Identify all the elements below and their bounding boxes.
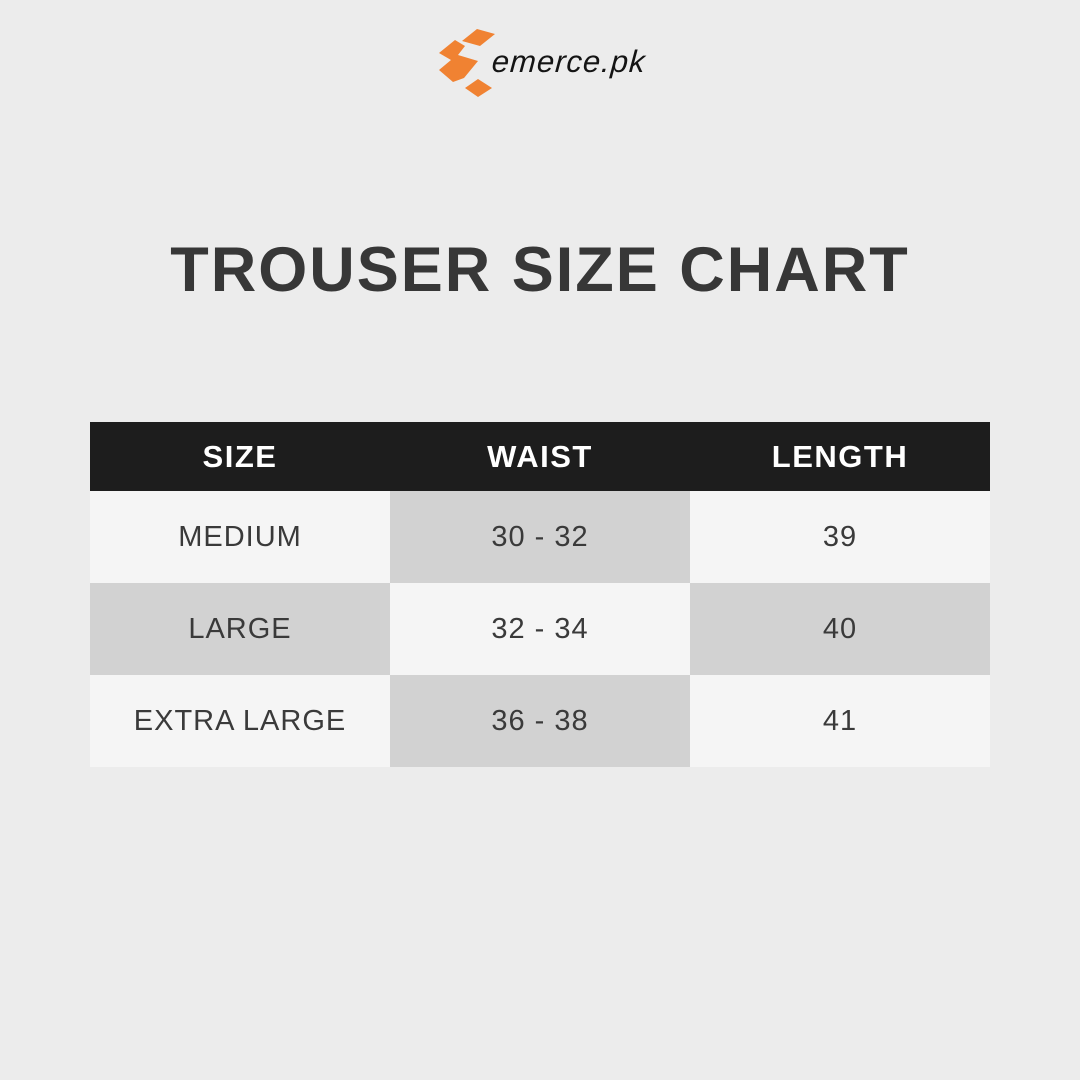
cell-length: 40 [690,583,990,675]
cell-size: EXTRA LARGE [90,675,390,767]
cell-size: LARGE [90,583,390,675]
column-header-length: LENGTH [771,438,909,474]
page-title: TROUSER SIZE CHART [170,235,910,305]
table-row-large [90,583,990,675]
cell-length: 39 [690,491,990,583]
cell-waist: 30 - 32 [390,491,690,583]
table-header-row [90,422,990,491]
brand-name: emerce.pk [490,44,648,79]
cell-waist: 36 - 38 [390,675,690,767]
table-row-extra-large [90,675,990,767]
cell-size: MEDIUM [90,491,390,583]
size-chart-table [90,422,990,767]
table-row-medium [90,491,990,583]
column-header-size: SIZE [202,438,278,474]
brand-logo [0,26,1080,98]
column-header-waist: WAIST [487,438,593,474]
cell-waist: 32 - 34 [390,583,690,675]
emerce-logo-icon [434,26,496,98]
cell-length: 41 [690,675,990,767]
